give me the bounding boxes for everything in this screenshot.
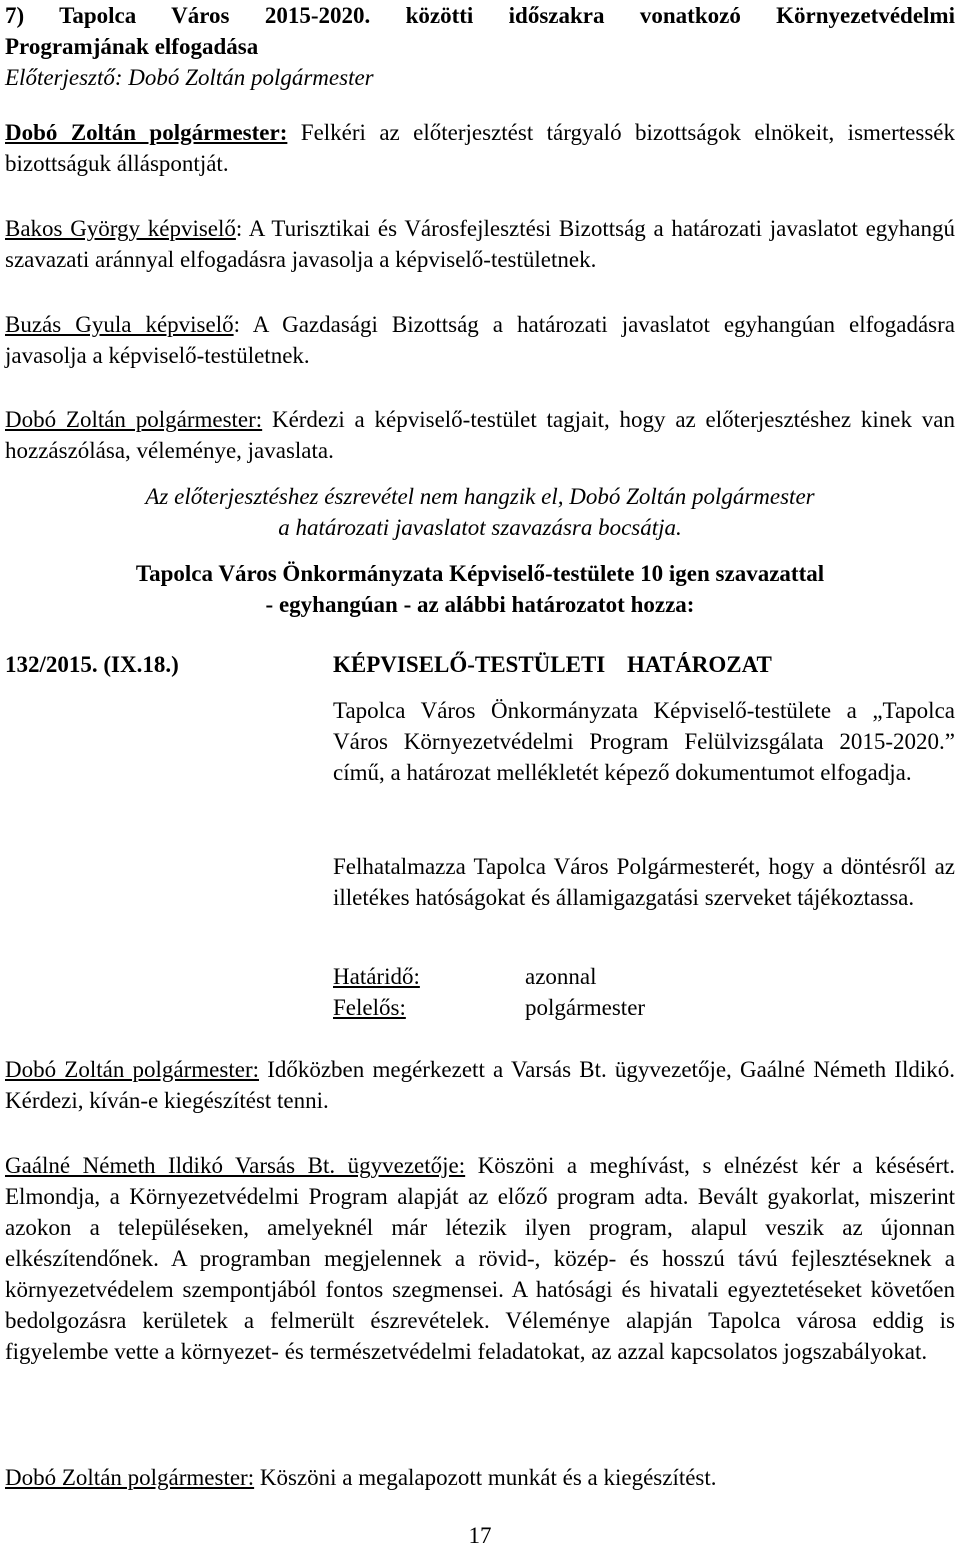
agenda-presenter: Előterjesztő: Dobó Zoltán polgármester	[5, 65, 374, 90]
paragraph-text: : A Turisztikai és Városfejlesztési Bizottság a határozati javaslatot egyhangú szavazati aránnyal elfogadásra javasolja a képviselő-testületnek.	[5, 216, 955, 272]
speaker-name: Dobó Zoltán polgármester:	[5, 1057, 259, 1082]
paragraph-text: Köszöni a megalapozott munkát és a kiegészítést.	[254, 1465, 717, 1490]
paragraph-bakos	[5, 213, 955, 275]
deadline-value: azonnal	[525, 964, 597, 989]
paragraph-gaalne	[5, 1150, 955, 1367]
resolution-text-1: Tapolca Város Önkormányzata Képviselő-testülete a „Tapolca Város Környezetvédelmi Program Felülvizsgálata 2015-2020.” című, a határozat mellékletét képező dokumentumot elfogadja.	[333, 698, 955, 785]
speaker-name: Gaálné Németh Ildikó Varsás Bt. ügyvezetője:	[5, 1153, 466, 1178]
resolution-number: 132/2015. (IX.18.)	[5, 652, 179, 677]
paragraph-text: Köszöni a meghívást, s elnézést kér a késésért. Elmondja, a Környezetvédelmi Program alapját az előző program adta. Bevált gyakorlat, miszerint azokon a településeken, amelyeknél már létezik ilyen program, alapul veszik az újonnan elkészítendőnek. A programban megjelennek a rövid-, közép- és hosszú távú fejlesztéseknek a környezetvédelem szempontjából fontos szegmensei. A hatósági és hivatali egyeztetéseket követően bedolgozásra kerületek a felmerült észrevételek. Véleménye alapján Tapolca városa eddig is figyelembe vette a környezet- és természetvédelmi feladatokat, az azzal kapcsolatos jogszabályokat.	[5, 1153, 955, 1364]
paragraph-mayor-question	[5, 404, 955, 466]
deadline-label: Határidő:	[333, 964, 420, 989]
paragraph-buzas	[5, 309, 955, 371]
page-number: 17	[468, 1523, 492, 1548]
paragraph-mayor-thanks	[5, 1462, 955, 1493]
paragraph-text: Felkéri az előterjesztést tárgyaló bizottságok elnökeit, ismertessék bizottságuk álláspontját.	[5, 120, 955, 176]
vote-line2: - egyhangúan - az alábbi határozatot hozza:	[265, 592, 695, 617]
speaker-name: Buzás Gyula képviselő	[5, 312, 234, 337]
responsible-value: polgármester	[525, 995, 646, 1020]
paragraph-text: Időközben megérkezett a Varsás Bt. ügyvezetője, Gaálné Németh Ildikó. Kérdezi, kíván-e kiegészítést tenni.	[5, 1057, 955, 1113]
responsible-label: Felelős:	[333, 995, 406, 1020]
speaker-name: Dobó Zoltán polgármester:	[5, 120, 288, 145]
speaker-name: Bakos György képviselő	[5, 216, 236, 241]
paragraph-text: : A Gazdasági Bizottság a határozati javaslatot egyhangúan elfogadásra javasolja a képviselő-testületnek.	[5, 312, 955, 368]
agenda-title-line1: 7) Tapolca Város 2015-2020. közötti időszakra vonatkozó Környezetvédelmi	[5, 3, 955, 28]
procedure-note: Az előterjesztéshez észrevétel nem hangzik el, Dobó Zoltán polgármester a határozati javaslatot szavazásra bocsátja.	[145, 484, 815, 540]
resolution-text-2: Felhatalmazza Tapolca Város Polgármesterét, hogy a döntésről az illetékes hatóságokat és államigazgatási szerveket tájékoztassa.	[333, 854, 955, 910]
paragraph-mayor-arrival	[5, 1054, 955, 1116]
vote-line1: Tapolca Város Önkormányzata Képviselő-testülete 10 igen szavazattal	[135, 561, 825, 586]
resolution-heading: KÉPVISELŐ-TESTÜLETI HATÁROZAT	[333, 652, 772, 677]
paragraph-mayor-request	[5, 117, 955, 179]
paragraph-text: Kérdezi a képviselő-testület tagjait, hogy az előterjesztéshez kinek van hozzászólása, véleménye, javaslata.	[5, 407, 955, 463]
speaker-name: Dobó Zoltán polgármester:	[5, 1465, 255, 1490]
agenda-title-line2: Programjának elfogadása	[5, 34, 259, 59]
speaker-name: Dobó Zoltán polgármester:	[5, 407, 263, 432]
